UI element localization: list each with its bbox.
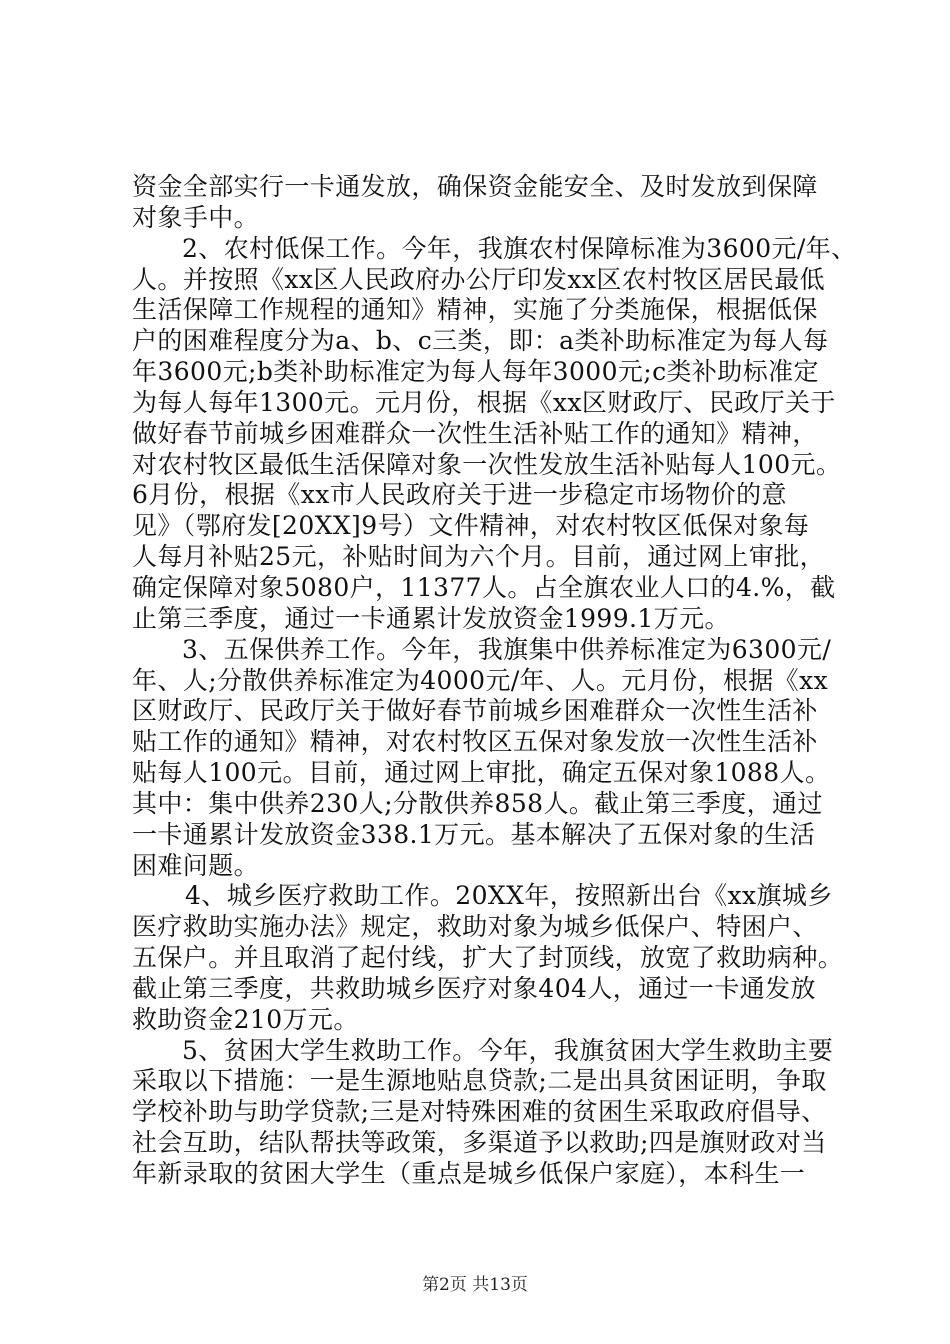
text-line: 见》（鄂府发[20XX]9号）文件精神，对农村牧区低保对象每 [132,511,810,541]
text-line: 户的困难程度分为a、b、c三类，即：a类补助标准定为每人每 [132,326,829,356]
text-line: 对农村牧区最低生活保障对象一次性发放生活补贴每人100元。 [132,449,842,479]
text-line: 一卡通累计发放资金338.1万元。基本解决了五保对象的生活 [132,819,816,849]
text-line: 采取以下措施：一是生源地贴息贷款;二是出具贫困证明，争取 [132,1066,827,1096]
text-line: 贴每人100元。目前，通过网上审批，确定五保对象1088人。 [132,758,831,788]
text-line: 生活保障工作规程的通知》精神，实施了分类施保，根据低保 [132,295,818,325]
text-line: 止第三季度，通过一卡通累计发放资金1999.1万元。 [132,603,730,633]
text-line: 社会互助，结队帮扶等政策，多渠道予以救助;四是旗财政对当 [132,1128,827,1158]
document-body [132,172,857,1190]
text-line: 资金全部实行一卡通发放，确保资金能安全、及时发放到保障 [132,172,818,201]
text-line: 5、贫困大学生救助工作。今年，我旗贫困大学生救助主要 [182,1035,834,1065]
text-line: 其中：集中供养230人;分散供养858人。截止第三季度，通过 [132,788,823,818]
text-line: 做好春节前城乡困难群众一次性生活补贴工作的通知》精神， [132,418,818,448]
text-line: 医疗救助实施办法》规定，救助对象为城乡低保户、特困户、 [132,912,818,942]
text-line: 4、城乡医疗救助工作。20XX年，按照新出台《xx旗城乡 [185,881,833,911]
text-line: 年3600元;b类补助标准定为每人每年3000元;c类补助标准定 [132,357,819,387]
text-line: 2、农村低保工作。今年，我旗农村保障标准为3600元/年、 [182,233,857,263]
text-line: 年、人;分散供养标准定为4000元/年、人。元月份，根据《xx [132,665,829,695]
text-line: 年新录取的贫困大学生（重点是城乡低保户家庭），本科生一 [132,1159,806,1188]
text-line: 贴工作的通知》精神，对农村牧区五保对象发放一次性生活补 [132,727,818,757]
text-line: 截止第三季度，共救助城乡医疗对象404人，通过一卡通发放 [132,973,816,1003]
text-line: 对象手中。 [132,202,260,232]
text-line: 为每人每年1300元。元月份，根据《xx区财政厅、民政厅关于 [132,387,836,417]
text-line: 人。并按照《xx区人民政府办公厅印发xx区农村牧区居民最低 [132,264,825,294]
page-number-footer: 第2页 共13页 [422,1275,528,1295]
text-line: 救助资金210万元。 [132,1004,359,1034]
text-line: 困难问题。 [132,850,260,880]
text-line: 6月份，根据《xx市人民政府关于进一步稳定市场物价的意 [132,480,787,510]
text-line: 学校补助与助学贷款;三是对特殊困难的贫困生采取政府倡导、 [132,1097,827,1127]
text-line: 确定保障对象5080户，11377人。占全旗农业人口的4.%，截 [132,572,836,602]
text-line: 五保户。并且取消了起付线，扩大了封顶线，放宽了救助病种。 [132,943,844,973]
text-line: 区财政厅、民政厅关于做好春节前城乡困难群众一次性生活补 [132,696,818,726]
text-line: 人每月补贴25元，补贴时间为六个月。目前，通过网上审批， [132,542,826,572]
text-line: 3、五保供养工作。今年，我旗集中供养标准定为6300元/ [182,634,832,664]
